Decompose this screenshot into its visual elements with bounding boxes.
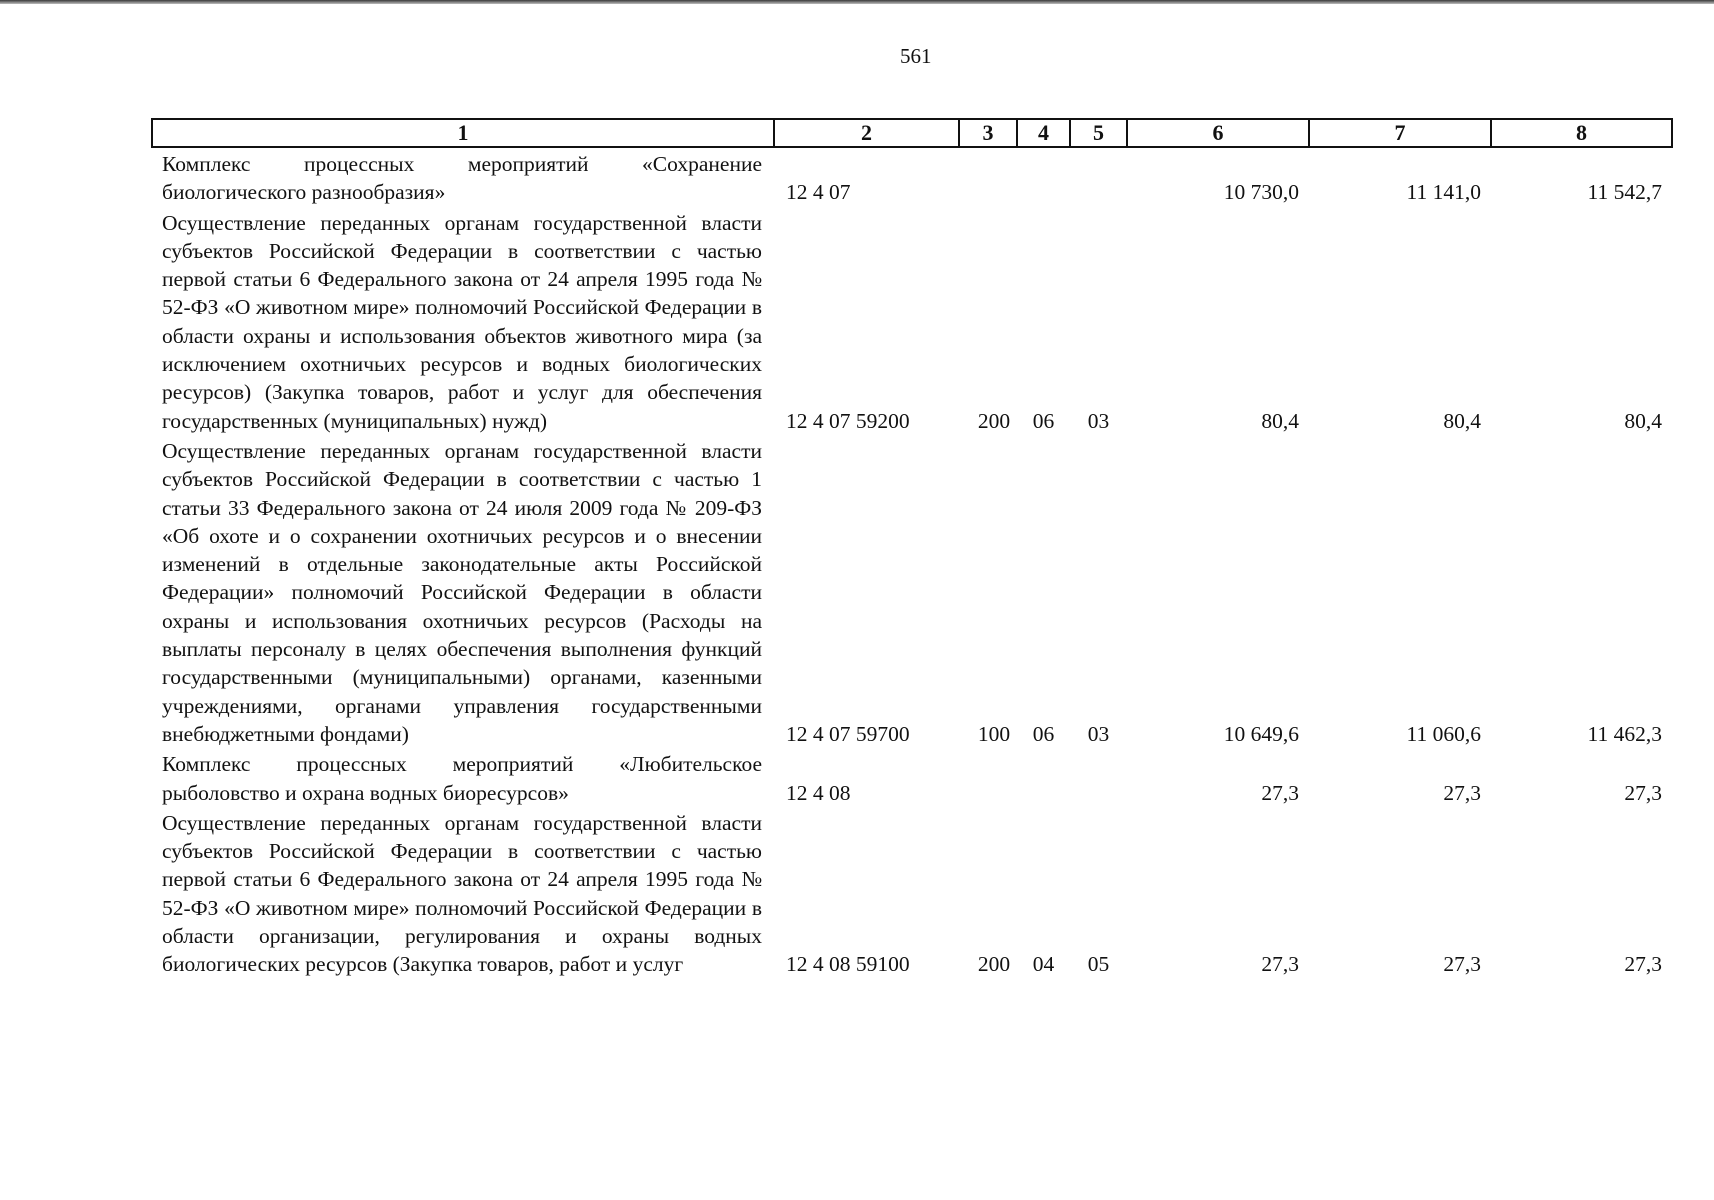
row-amount-col8: 11 462,3 <box>1587 721 1662 746</box>
row-section: 06 <box>1032 408 1055 433</box>
column-header-6: 6 <box>1127 119 1309 147</box>
row-target-article-code: 12 4 08 59100 <box>786 952 910 977</box>
table-row <box>152 748 1672 807</box>
row-target-article-code: 12 4 07 59700 <box>786 721 910 746</box>
row-description: Комплекс процессных мероприятий «Любительское рыболовство и охрана водных биоресурсов» <box>162 752 762 805</box>
row-target-article-code: 12 4 07 59200 <box>786 408 910 433</box>
budget-table <box>151 118 1673 979</box>
row-subsection <box>1070 748 1127 807</box>
row-subsection <box>1070 147 1127 207</box>
column-header-8: 8 <box>1491 119 1672 147</box>
row-subsection: 05 <box>1087 952 1110 977</box>
row-expense-type <box>959 748 1017 807</box>
row-amount-col7: 11 060,6 <box>1406 721 1481 746</box>
row-section <box>1017 147 1070 207</box>
row-subsection: 03 <box>1087 721 1110 746</box>
row-section: 04 <box>1032 952 1055 977</box>
row-description: Осуществление переданных органам государственной власти субъектов Российской Федерации в соответствии с частью первой статьи 6 Федерального закона от 24 апреля 1995 года № 52-ФЗ «О животном мире» полномочий Российской Федерации в области организации, регулирования и охраны водных биологических ресурсов (Закупка товаров, работ и услуг <box>162 810 762 977</box>
column-header-5: 5 <box>1070 119 1127 147</box>
row-target-article-code: 12 4 08 <box>786 780 851 805</box>
row-amount-col7: 80,4 <box>1443 408 1481 433</box>
row-description: Осуществление переданных органам государственной власти субъектов Российской Федерации в соответствии с частью 1 статьи 33 Федерального закона от 24 июля 2009 года № 209-ФЗ «Об охоте и о сохранении охотничьих ресурсов и о внесении изменений в отдельные законодательные акты Российской Федерации» полномочий Российской Федерации в области охраны и использования охотничьих ресурсов (Расходы на выплаты персоналу в целях обеспечения выполнения функций государственными (муниципальными) органами, казенными учреждениями, органами управления государственными внебюджетными фондами) <box>162 438 762 746</box>
table-header <box>152 119 1672 147</box>
column-header-1: 1 <box>152 119 774 147</box>
row-description: Комплекс процессных мероприятий «Сохранение биологического разнообразия» <box>162 152 762 205</box>
row-amount-col7: 11 141,0 <box>1406 180 1481 205</box>
column-header-2: 2 <box>774 119 959 147</box>
column-header-3: 3 <box>959 119 1017 147</box>
row-amount-col8: 27,3 <box>1624 952 1662 977</box>
column-header-7: 7 <box>1309 119 1491 147</box>
row-amount-col6: 80,4 <box>1261 408 1299 433</box>
row-amount-col6: 27,3 <box>1261 952 1299 977</box>
table-row <box>152 807 1672 979</box>
table-row <box>152 207 1672 435</box>
row-expense-type: 200 <box>977 952 1011 977</box>
row-amount-col6: 27,3 <box>1261 780 1299 805</box>
row-expense-type: 100 <box>977 721 1011 746</box>
page-number: 561 <box>900 44 932 68</box>
row-amount-col8: 27,3 <box>1624 780 1662 805</box>
scan-top-edge <box>0 0 1714 4</box>
row-amount-col8: 11 542,7 <box>1587 180 1662 205</box>
table-row <box>152 435 1672 748</box>
row-expense-type <box>959 147 1017 207</box>
row-amount-col6: 10 649,6 <box>1223 721 1299 746</box>
row-amount-col6: 10 730,0 <box>1223 180 1299 205</box>
row-amount-col7: 27,3 <box>1443 780 1481 805</box>
header-row <box>152 119 1672 147</box>
row-section: 06 <box>1032 721 1055 746</box>
row-expense-type: 200 <box>977 408 1011 433</box>
row-target-article-code: 12 4 07 <box>786 180 851 205</box>
row-subsection: 03 <box>1087 408 1110 433</box>
row-section <box>1017 748 1070 807</box>
column-header-4: 4 <box>1017 119 1070 147</box>
table-row <box>152 147 1672 207</box>
table-body <box>152 147 1672 979</box>
row-amount-col7: 27,3 <box>1443 952 1481 977</box>
row-amount-col8: 80,4 <box>1624 408 1662 433</box>
row-description: Осуществление переданных органам государственной власти субъектов Российской Федерации в соответствии с частью первой статьи 6 Федерального закона от 24 апреля 1995 года № 52-ФЗ «О животном мире» полномочий Российской Федерации в области охраны и использования объектов животного мира (за исключением охотничьих ресурсов и водных биологических ресурсов) (Закупка товаров, работ и услуг для обеспечения государственных (муниципальных) нужд) <box>162 210 762 433</box>
